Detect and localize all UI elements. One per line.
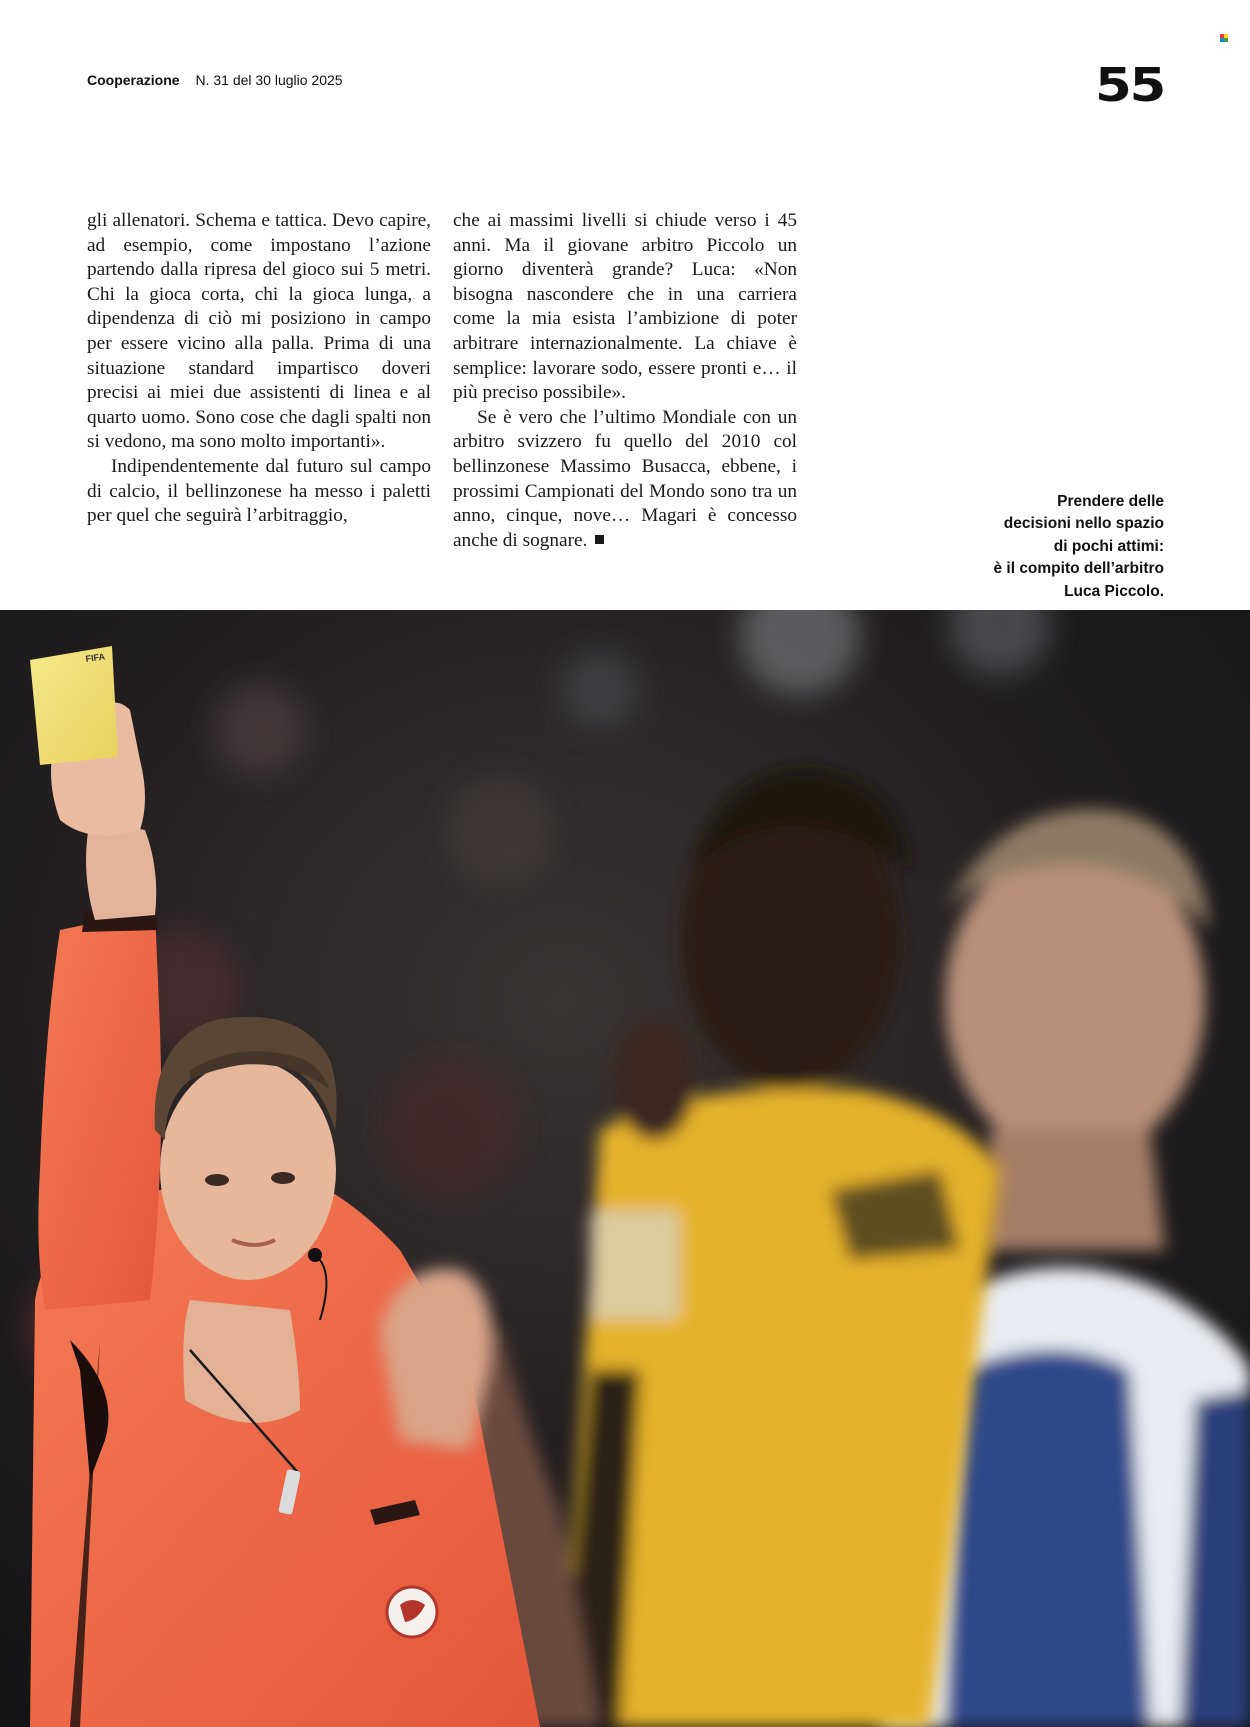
caption-line: decisioni nello spazio	[1003, 515, 1164, 533]
caption-line: Prendere delle	[1057, 493, 1164, 510]
page-header	[87, 72, 343, 88]
paragraph: Indipendentemente dal futuro sul campo di calcio, il bellinzonese ha messo i paletti per quel che seguirà l’arbitraggio,	[87, 455, 431, 527]
photo-caption	[924, 491, 1164, 603]
paragraph: gli allenatori. Schema e tattica. Devo capire, ad esempio, come impostano l’azione partendo dalla ripresa del gioco sui 5 metri. Chi la gioca corta, chi la gioca lunga, a dipendenza di ciò mi posiziono in campo per essere vicino alla palla. Prima di una situazione standard impartisco doveri precisi ai miei due assistenti di linea e al quarto uomo. Sono cose che dagli spalti non si vedono, ma sono molto importanti».	[87, 210, 431, 453]
article-column-2	[453, 209, 797, 553]
yellow-card	[30, 646, 118, 765]
paragraph-last	[453, 406, 797, 554]
article-column-1	[87, 209, 431, 529]
paragraph-text: Se è vero che l’ultimo Mondiale con un arbitro svizzero fu quello del 2010 col bellinzonese Massimo Busacca, ebbene, i prossimi Campionati del Mondo sono tra un anno, cinque, nove… Magari è concesso anche di sognare.	[453, 406, 797, 551]
card-logo-text: FIFA	[84, 651, 106, 664]
paragraph: che ai massimi livelli si chiude verso i 45 anni. Ma il giovane arbitro Piccolo un giorno diventerà grande? Luca: «Non bisogna nascondere che in una carriera come la mia esista l’ambizione di poter arbitrare internazionalmente. La chiave è semplice: lavorare sodo, essere pronti e… il più preciso possibile».	[453, 210, 797, 404]
end-of-article-mark	[595, 535, 604, 544]
print-marks	[1220, 34, 1228, 42]
referee-photo	[0, 610, 1250, 1727]
caption-line: Luca Piccolo.	[1064, 582, 1164, 600]
caption-line: è il compito dell’arbitro	[993, 560, 1164, 578]
issue-info: N. 31 del 30 luglio 2025	[195, 72, 343, 88]
magazine-name: Cooperazione	[87, 72, 180, 88]
page-number: 55	[1094, 58, 1164, 112]
caption-line: di pochi attimi:	[1053, 537, 1164, 555]
